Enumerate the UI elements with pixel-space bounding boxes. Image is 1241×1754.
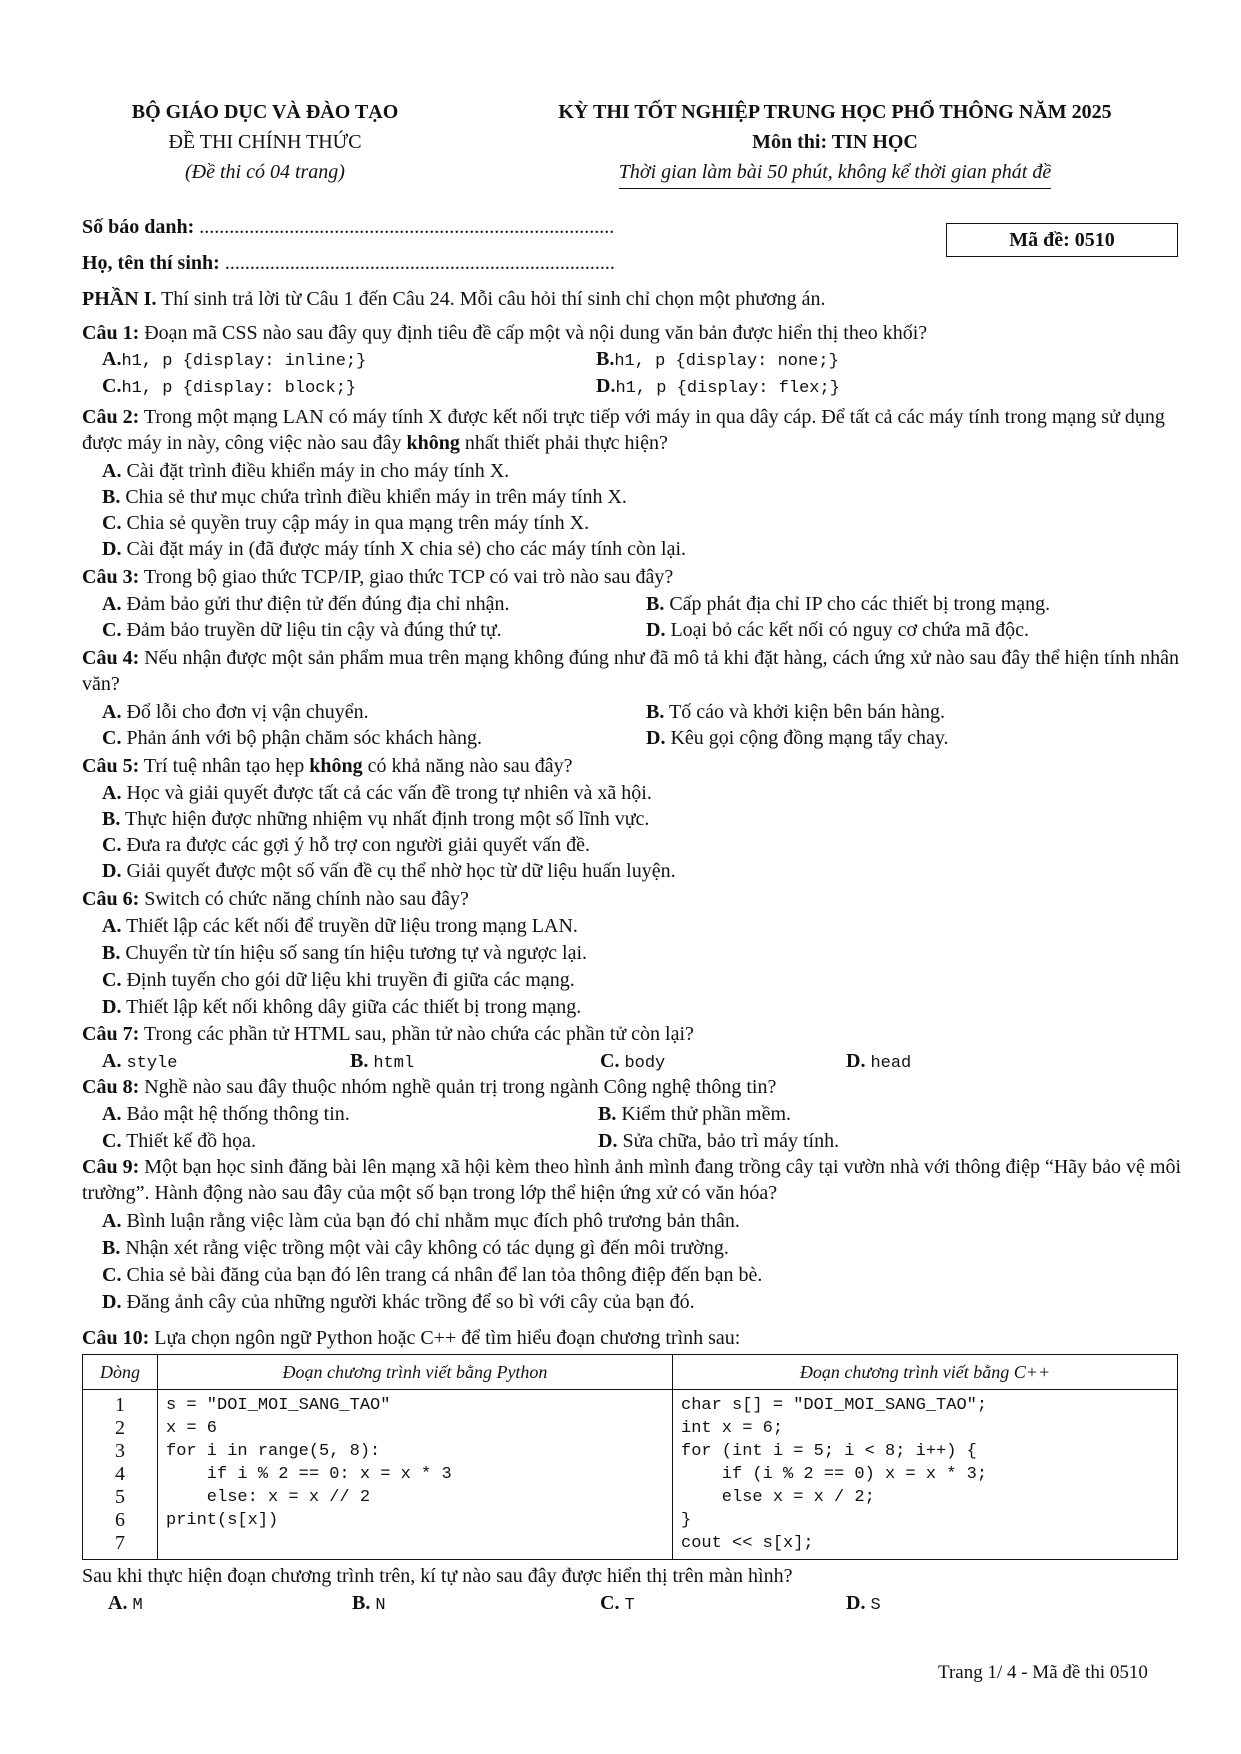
question-2-option-d[interactable]: D. Cài đặt máy in (đã được máy tính X chia sẻ) cho các máy tính còn lại. (102, 538, 687, 560)
exam-title: KỲ THI TỐT NGHIỆP TRUNG HỌC PHỔ THÔNG NĂM 2025 (558, 101, 1112, 123)
time-note: Thời gian làm bài 50 phút, không kể thời gian phát đề (505, 157, 1165, 189)
question-3-option-b[interactable]: B. Cấp phát địa chỉ IP cho các thiết bị trong mạng. (646, 593, 1051, 615)
question-7-option-b[interactable]: B. html (350, 1050, 415, 1073)
question-8-option-b[interactable]: B. Kiểm thử phần mềm. (598, 1103, 792, 1125)
question-8-option-c[interactable]: C. Thiết kế đồ họa. (102, 1130, 257, 1152)
question-1-option-d[interactable]: D.h1, p {display: flex;} (596, 375, 840, 398)
question-5-option-a[interactable]: A. Học và giải quyết được tất cả các vấn đề trong tự nhiên và xã hội. (102, 782, 652, 804)
question-10-option-c[interactable]: C. T (600, 1592, 635, 1615)
question-8: Câu 8: Nghề nào sau đây thuộc nhóm nghề quản trị trong ngành Công nghệ thông tin? (82, 1076, 777, 1098)
question-7-option-d[interactable]: D. head (846, 1050, 912, 1073)
question-4-option-a[interactable]: A. Đổ lỗi cho đơn vị vận chuyển. (102, 701, 369, 723)
question-5: Câu 5: Trí tuệ nhân tạo hẹp không có khả năng nào sau đây? (82, 755, 573, 777)
question-10: Câu 10: Lựa chọn ngôn ngữ Python hoặc C++ để tìm hiểu đoạn chương trình sau: (82, 1327, 741, 1349)
code-table (82, 1354, 1178, 1560)
question-3-option-a[interactable]: A. Đảm bảo gửi thư điện tử đến đúng địa chỉ nhận. (102, 593, 510, 615)
question-6-option-b[interactable]: B. Chuyển từ tín hiệu số sang tín hiệu tương tự và ngược lại. (102, 942, 588, 964)
question-8-option-d[interactable]: D. Sửa chữa, bảo trì máy tính. (598, 1130, 840, 1152)
cpp-code: char s[] = "DOI_MOI_SANG_TAO"; int x = 6; for (int i = 5; i < 8; i++) { if (i % 2 == 0) x = x * 3; else x = x / 2; } cout << s[x]; (673, 1390, 1178, 1560)
question-2-option-b[interactable]: B. Chia sẻ thư mục chứa trình điều khiển máy in trên máy tính X. (102, 486, 627, 508)
question-5-option-d[interactable]: D. Giải quyết được một số vấn đề cụ thể nhờ học từ dữ liệu huấn luyện. (102, 860, 676, 882)
question-4-option-c[interactable]: C. Phản ánh với bộ phận chăm sóc khách hàng. (102, 727, 482, 749)
question-6: Câu 6: Switch có chức năng chính nào sau đây? (82, 888, 469, 910)
question-3-option-c[interactable]: C. Đảm bảo truyền dữ liệu tin cậy và đúng thứ tự. (102, 619, 502, 641)
question-1-option-b[interactable]: B.h1, p {display: none;} (596, 348, 839, 371)
question-7-option-a[interactable]: A. style (102, 1050, 178, 1073)
pages-note: (Đề thi có 04 trang) (185, 161, 345, 183)
question-10-option-d[interactable]: D. S (846, 1592, 881, 1615)
question-8-option-a[interactable]: A. Bảo mật hệ thống thông tin. (102, 1103, 350, 1125)
question-1-option-c[interactable]: C.h1, p {display: block;} (102, 375, 357, 398)
question-9-option-b[interactable]: B. Nhận xét rằng việc trồng một vài cây không có tác dụng gì đến môi trường. (102, 1237, 729, 1259)
question-10-option-b[interactable]: B. N (352, 1592, 386, 1615)
part-heading: PHẦN I. Thí sinh trả lời từ Câu 1 đến Câu 24. Mỗi câu hỏi thí sinh chỉ chọn một phương án. (82, 288, 826, 310)
question-7-option-c[interactable]: C. body (600, 1050, 666, 1073)
ministry-name: BỘ GIÁO DỤC VÀ ĐÀO TẠO (131, 101, 399, 123)
question-6-option-d[interactable]: D. Thiết lập kết nối không dây giữa các thiết bị trong mạng. (102, 996, 582, 1018)
question-7: Câu 7: Trong các phần tử HTML sau, phần tử nào chứa các phần tử còn lại? (82, 1023, 694, 1045)
header-right (505, 97, 1165, 189)
question-9-option-d[interactable]: D. Đăng ảnh cây của những người khác trồng để so bì với cây của bạn đó. (102, 1291, 695, 1313)
question-3-option-d[interactable]: D. Loại bỏ các kết nối có nguy cơ chứa mã độc. (646, 619, 1029, 641)
candidate-id-label: Số báo danh: ................................................................................... (82, 216, 615, 238)
question-10-followup: Sau khi thực hiện đoạn chương trình trên, kí tự nào sau đây được hiển thị trên màn hình? (82, 1565, 793, 1587)
exam-code-box: Mã đề: 0510 (946, 223, 1178, 257)
question-5-option-b[interactable]: B. Thực hiện được những nhiệm vụ nhất định trong một số lĩnh vực. (102, 808, 650, 830)
official-exam-label: ĐỀ THI CHÍNH THỨC (168, 131, 362, 153)
question-2-option-c[interactable]: C. Chia sẻ quyền truy cập máy in qua mạng trên máy tính X. (102, 512, 590, 534)
question-2: Câu 2: Trong một mạng LAN có máy tính X được kết nối trực tiếp với máy in qua dây cáp. Để tất cả các máy tính trong mạng sử dụng được máy in này, công việc nào sau đây không nhất thiết phải thực hiện? (82, 406, 1165, 454)
question-4-option-d[interactable]: D. Kêu gọi cộng đồng mạng tẩy chay. (646, 727, 949, 749)
candidate-name-field[interactable]: .............................................................................. (224, 252, 615, 274)
python-code: s = "DOI_MOI_SANG_TAO" x = 6 for i in range(5, 8): if i % 2 == 0: x = x * 3 else: x = x // 2 print(s[x]) (158, 1390, 673, 1560)
question-9: Câu 9: Một bạn học sinh đăng bài lên mạng xã hội kèm theo hình ảnh mình đang trồng cây tại vườn nhà với thông điệp “Hãy bảo vệ môi trường”. Hành động nào sau đây của một số bạn trong lớp thể hiện ứng xử có văn hóa? (82, 1156, 1182, 1204)
candidate-id-field[interactable]: ................................................................................... (199, 216, 615, 238)
candidate-name-label: Họ, tên thí sinh: .............................................................................. (82, 252, 615, 274)
subject-label: Môn thi: TIN HỌC (752, 131, 918, 153)
code-header-cpp: Đoạn chương trình viết bằng C++ (673, 1355, 1178, 1390)
question-6-option-a[interactable]: A. Thiết lập các kết nối để truyền dữ liệu trong mạng LAN. (102, 915, 578, 937)
question-10-option-a[interactable]: A. M (108, 1592, 143, 1615)
code-line-numbers: 1 2 3 4 5 6 7 (83, 1390, 158, 1560)
question-3: Câu 3: Trong bộ giao thức TCP/IP, giao thức TCP có vai trò nào sau đây? (82, 566, 674, 588)
question-5-option-c[interactable]: C. Đưa ra được các gợi ý hỗ trợ con người giải quyết vấn đề. (102, 834, 591, 856)
code-header-line: Dòng (83, 1355, 158, 1390)
page-footer: Trang 1/ 4 - Mã đề thi 0510 (938, 1662, 1148, 1683)
question-9-option-a[interactable]: A. Bình luận rằng việc làm của bạn đó chỉ nhằm mục đích phô trương bản thân. (102, 1210, 740, 1232)
question-4-option-b[interactable]: B. Tố cáo và khởi kiện bên bán hàng. (646, 701, 946, 723)
question-9-option-c[interactable]: C. Chia sẻ bài đăng của bạn đó lên trang cá nhân để lan tỏa thông điệp đến bạn bè. (102, 1264, 763, 1286)
question-2-option-a[interactable]: A. Cài đặt trình điều khiển máy in cho máy tính X. (102, 460, 510, 482)
question-6-option-c[interactable]: C. Định tuyến cho gói dữ liệu khi truyền đi giữa các mạng. (102, 969, 575, 991)
question-1-option-a[interactable]: A.h1, p {display: inline;} (102, 348, 367, 371)
header-left (95, 97, 435, 187)
code-header-python: Đoạn chương trình viết bằng Python (158, 1355, 673, 1390)
question-1: Câu 1: Đoạn mã CSS nào sau đây quy định tiêu đề cấp một và nội dung văn bản được hiển thị theo khối? (82, 322, 928, 344)
question-4: Câu 4: Nếu nhận được một sản phẩm mua trên mạng không đúng như đã mô tả khi đặt hàng, cách ứng xử nào sau đây thể hiện tính nhân văn? (82, 647, 1180, 695)
